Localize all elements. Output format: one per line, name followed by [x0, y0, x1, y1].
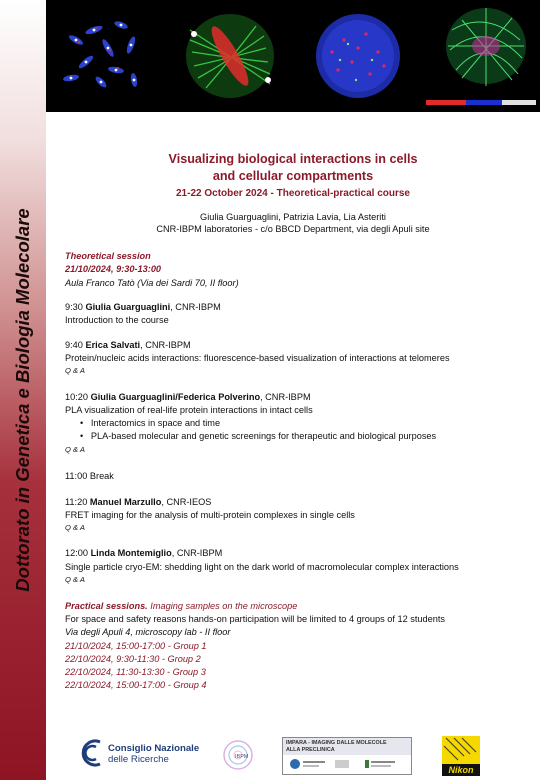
talk-time: 9:40: [65, 340, 83, 350]
nucleus-foci-image: [296, 0, 418, 112]
practical-note: For space and safety reasons hands-on participation will be limited to 4 groups of 12 students: [65, 614, 445, 624]
talk-speaker: Giulia Guarguaglini: [85, 302, 171, 312]
talk-3-qa: Q & A: [65, 445, 85, 454]
talk-speaker: Giulia Guarguaglini/Federica Polverino: [90, 392, 261, 402]
talk-affiliation: , CNR-IBPM: [171, 548, 223, 558]
theory-heading: Theoretical session: [65, 251, 151, 261]
cytoskeleton-image: [422, 0, 540, 112]
break-label: Break: [89, 471, 114, 481]
talk-1-title: Introduction to the course: [65, 315, 169, 325]
talk-time: 11:20: [65, 497, 88, 507]
talk-affiliation: , CNR-IBPM: [140, 340, 191, 350]
bullet-text: PLA-based molecular and genetic screenings for therapeutic and biological purposes: [90, 431, 437, 441]
theory-date: 21/10/2024, 9:30-13:00: [65, 264, 162, 274]
group-label: - Group 4: [165, 680, 207, 690]
cnr-logo-text: [108, 743, 199, 765]
course-dates: 21-22 October 2024 - Theoretical-practical course: [176, 188, 410, 199]
mitotic-spindle-image: [170, 0, 292, 112]
talk-3-header: [65, 392, 311, 402]
course-title-line1: Visualizing biological interactions in cells: [168, 152, 418, 166]
nikon-label: Nikon: [448, 765, 474, 775]
talk-2-title: Protein/nucleic acids interactions: fluorescence-based visualization of interactions at telomeres: [65, 353, 450, 363]
ibpm-logo-icon: [218, 736, 262, 774]
talk-affiliation: , CNR-IEOS: [161, 497, 212, 507]
organizers: Giulia Guarguaglini, Patrizia Lavia, Lia Asteriti: [200, 212, 386, 222]
impara-line2: ALLA PRECLINICA: [286, 746, 335, 753]
group-date: 22/10/2024, 9:30-11:30: [65, 654, 160, 664]
group-row: [65, 641, 207, 651]
talk-3-bullet-2: • PLA-based molecular and genetic screenings for therapeutic and biological purposes: [80, 431, 437, 441]
header-image-strip: [46, 0, 540, 112]
talk-5-header: [65, 548, 222, 558]
chromosomes-image: [46, 0, 166, 112]
talk-affiliation: , CNR-IBPM: [260, 392, 311, 402]
talk-time: 12:00: [65, 548, 88, 558]
practical-heading-bold: Practical sessions.: [65, 601, 148, 611]
talk-4-header: [65, 497, 211, 507]
talk-2-header: [65, 340, 191, 350]
group-date: 22/10/2024, 11:30-13:30: [65, 667, 165, 677]
break-time: 11:00: [65, 471, 88, 481]
group-label: - Group 1: [165, 641, 207, 651]
theory-aula: Aula Franco Tatò (Via dei Sardi 70, II floor): [65, 278, 239, 288]
talk-3-bullet-1: • Interactomics in space and time: [80, 418, 221, 428]
impara-line1: IMPARA - IMAGING DALLE MOLECOLE: [286, 740, 387, 746]
organizer-location: CNR-IBPM laboratories - c/o BBCD Department, via degli Apuli site: [156, 224, 430, 234]
cnr-line2: delle Ricerche: [108, 754, 169, 765]
talk-affiliation: , CNR-IBPM: [170, 302, 221, 312]
group-label: - Group 2: [159, 654, 201, 664]
talk-time: 9:30: [65, 302, 83, 312]
group-row: [65, 667, 206, 677]
practical-heading-rest: Imaging samples on the microscope: [147, 601, 298, 611]
practical-location: Via degli Apuli 4, microscopy lab - II floor: [65, 627, 231, 637]
talk-3-title: PLA visualization of real-life protein interactions in intact cells: [65, 405, 313, 415]
group-label: - Group 3: [164, 667, 206, 677]
group-date: 21/10/2024, 15:00-17:00: [65, 641, 166, 651]
bullet-text: Interactomics in space and time: [90, 418, 221, 428]
practical-heading: [65, 601, 297, 611]
ibpm-label: IBPM: [235, 754, 249, 760]
talk-speaker: Linda Montemiglio: [90, 548, 172, 558]
talk-4-qa: Q & A: [65, 523, 85, 532]
group-row: [65, 680, 207, 690]
cnr-line1: Consiglio Nazionale: [108, 743, 200, 754]
talk-5-title: Single particle cryo-EM: shedding light on the dark world of macromolecular complex interactions: [65, 562, 459, 572]
footer-logos: [46, 728, 540, 780]
talk-time: 10:20: [65, 392, 88, 402]
talk-1-header: [65, 302, 221, 312]
talk-2-qa: Q & A: [65, 366, 85, 375]
impara-sponsor-marks: [289, 757, 401, 771]
cnr-logo-icon: [78, 738, 104, 768]
break-row: [65, 471, 114, 481]
talk-speaker: Erica Salvati: [85, 340, 141, 350]
impara-logo: [282, 737, 412, 775]
talk-4-title: FRET imaging for the analysis of multi-protein complexes in single cells: [65, 510, 355, 520]
talk-speaker: Manuel Marzullo: [89, 497, 162, 507]
group-date: 22/10/2024, 15:00-17:00: [65, 680, 166, 690]
sidebar-title: Dottorato in Genetica e Biologia Molecolare: [12, 208, 33, 592]
talk-5-qa: Q & A: [65, 575, 85, 584]
group-row: [65, 654, 201, 664]
impara-header: [283, 738, 411, 755]
course-title-line2: and cellular compartments: [212, 169, 374, 183]
